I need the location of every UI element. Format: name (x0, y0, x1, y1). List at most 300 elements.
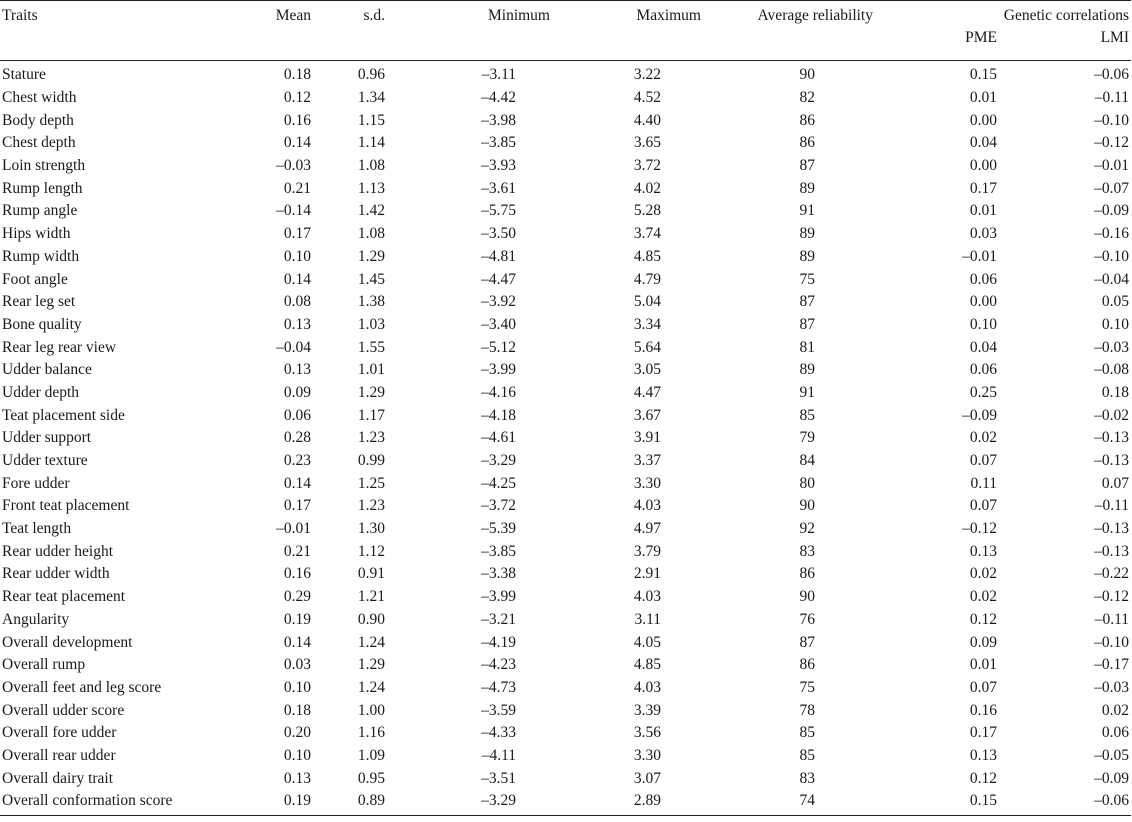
cell-maximum: 3.07 (633, 769, 661, 787)
cell-minimum: –3.72 (481, 497, 516, 515)
cell-mean: 0.16 (283, 565, 311, 583)
cell-reliability: 87 (799, 157, 815, 175)
table-row (0, 563, 1131, 586)
cell-trait: Rear udder width (2, 565, 110, 583)
cell-pme: 0.00 (969, 293, 997, 311)
cell-mean: 0.06 (283, 406, 311, 424)
cell-pme: 0.12 (969, 610, 997, 628)
cell-lmi: 0.18 (1101, 383, 1130, 401)
cell-sd: 1.24 (357, 678, 385, 696)
cell-maximum: 5.28 (633, 202, 661, 220)
cell-reliability: 89 (799, 361, 815, 379)
cell-trait: Chest width (2, 89, 77, 107)
cell-reliability: 85 (799, 746, 815, 764)
cell-lmi: –0.10 (1094, 633, 1130, 651)
cell-reliability: 83 (799, 769, 815, 787)
cell-lmi: –0.01 (1094, 157, 1130, 175)
cell-sd: 0.95 (357, 769, 385, 787)
cell-pme: –0.01 (962, 247, 997, 265)
cell-minimum: –4.23 (481, 656, 516, 674)
table-row (0, 382, 1131, 405)
cell-pme: –0.12 (962, 520, 997, 538)
cell-reliability: 86 (799, 565, 815, 583)
cell-minimum: –3.85 (481, 134, 516, 152)
cell-mean: 0.13 (283, 315, 311, 333)
cell-lmi: –0.07 (1094, 179, 1130, 197)
cell-sd: 1.16 (357, 724, 385, 742)
table-row (0, 291, 1131, 314)
cell-pme: 0.01 (969, 202, 997, 220)
cell-reliability: 84 (799, 452, 815, 470)
cell-pme: 0.01 (969, 656, 997, 674)
cell-maximum: 4.03 (633, 678, 661, 696)
cell-reliability: 86 (799, 111, 815, 129)
cell-reliability: 87 (799, 315, 815, 333)
cell-sd: 1.01 (357, 361, 385, 379)
cell-mean: 0.18 (283, 701, 311, 719)
cell-maximum: 4.52 (633, 89, 661, 107)
cell-sd: 1.08 (357, 225, 385, 243)
cell-pme: 0.17 (969, 724, 997, 742)
cell-trait: Teat placement side (2, 406, 125, 424)
cell-reliability: 91 (799, 202, 815, 220)
cell-lmi: –0.11 (1094, 610, 1130, 628)
cell-lmi: –0.08 (1094, 361, 1130, 379)
cell-maximum: 4.85 (633, 247, 661, 265)
cell-trait: Hips width (2, 225, 71, 243)
cell-maximum: 3.72 (633, 157, 661, 175)
cell-lmi: –0.13 (1094, 542, 1130, 560)
header-maximum: Maximum (558, 1, 703, 29)
cell-maximum: 3.34 (633, 315, 661, 333)
cell-mean: 0.12 (283, 89, 311, 107)
cell-mean: 0.20 (283, 724, 311, 742)
header-lmi: LMI (1011, 28, 1131, 61)
cell-trait: Fore udder (2, 474, 70, 492)
cell-minimum: –4.18 (481, 406, 516, 424)
cell-lmi: 0.06 (1101, 724, 1130, 742)
cell-trait: Overall fore udder (2, 724, 117, 742)
cell-trait: Overall development (2, 633, 133, 651)
cell-sd: 1.03 (357, 315, 385, 333)
cell-mean: 0.18 (283, 66, 311, 84)
table-row (0, 61, 1131, 87)
cell-trait: Foot angle (2, 270, 68, 288)
cell-reliability: 87 (799, 293, 815, 311)
cell-lmi: 0.05 (1101, 293, 1130, 311)
cell-sd: 0.89 (313, 790, 413, 815)
cell-sd: 0.90 (357, 610, 385, 628)
cell-pme: 0.25 (969, 383, 997, 401)
cell-sd: 0.99 (357, 452, 385, 470)
header-pme: PME (873, 28, 1011, 61)
cell-minimum: –5.12 (481, 338, 516, 356)
cell-reliability: 80 (799, 474, 815, 492)
cell-mean: 0.10 (283, 746, 311, 764)
cell-lmi: –0.22 (1094, 565, 1130, 583)
cell-sd: 0.91 (357, 565, 385, 583)
cell-lmi: –0.05 (1094, 746, 1130, 764)
cell-sd: 1.25 (357, 474, 385, 492)
cell-mean: 0.21 (283, 542, 311, 560)
header-traits: Traits (0, 1, 248, 29)
cell-sd: 1.42 (357, 202, 385, 220)
cell-minimum: –4.61 (481, 429, 516, 447)
cell-mean: 0.03 (283, 656, 311, 674)
cell-pme: 0.04 (969, 338, 997, 356)
cell-reliability: 86 (799, 656, 815, 674)
cell-mean: 0.23 (283, 452, 311, 470)
cell-reliability: 85 (799, 406, 815, 424)
cell-pme: 0.17 (969, 179, 997, 197)
cell-maximum: 4.47 (633, 383, 661, 401)
cell-maximum: 3.79 (633, 542, 661, 560)
table-row (0, 790, 1131, 815)
table-row (0, 200, 1131, 223)
cell-minimum: –3.85 (481, 542, 516, 560)
cell-sd: 1.30 (357, 520, 385, 538)
cell-mean: –0.14 (276, 202, 311, 220)
cell-trait: Udder balance (2, 361, 92, 379)
cell-pme: 0.00 (969, 157, 997, 175)
cell-maximum: 3.11 (634, 610, 661, 628)
table-row (0, 745, 1131, 768)
cell-pme: –0.09 (962, 406, 997, 424)
cell-minimum: –4.42 (481, 89, 516, 107)
cell-lmi: –0.10 (1094, 247, 1130, 265)
cell-mean: 0.21 (283, 179, 311, 197)
cell-sd: 1.17 (357, 406, 385, 424)
table-row (0, 767, 1131, 790)
cell-pme: 0.02 (969, 588, 997, 606)
cell-trait: Rump length (2, 179, 83, 197)
cell-mean: 0.13 (283, 769, 311, 787)
cell-minimum: –3.61 (481, 179, 516, 197)
cell-pme: 0.07 (969, 452, 997, 470)
cell-maximum: 4.03 (633, 497, 661, 515)
cell-pme: 0.00 (969, 111, 997, 129)
table-row (0, 427, 1131, 450)
table-row (0, 677, 1131, 700)
cell-reliability: 89 (799, 179, 815, 197)
cell-lmi: 0.02 (1101, 701, 1130, 719)
cell-minimum: –4.16 (481, 383, 516, 401)
cell-mean: 0.10 (283, 247, 311, 265)
header-mean: Mean (248, 1, 313, 29)
cell-sd: 1.23 (357, 429, 385, 447)
table-body (0, 61, 1131, 816)
table-header (0, 1, 1131, 61)
cell-reliability: 90 (799, 66, 815, 84)
cell-minimum: –3.92 (481, 293, 516, 311)
cell-mean: –0.01 (276, 520, 311, 538)
table-row (0, 177, 1131, 200)
cell-mean: 0.10 (283, 678, 311, 696)
cell-maximum: 3.67 (633, 406, 661, 424)
cell-mean: 0.28 (283, 429, 311, 447)
table-row (0, 87, 1131, 110)
cell-minimum: –3.40 (481, 315, 516, 333)
cell-reliability: 86 (799, 134, 815, 152)
cell-sd: 1.15 (357, 111, 385, 129)
cell-sd: 1.21 (357, 588, 385, 606)
cell-pme: 0.06 (969, 361, 997, 379)
cell-trait: Rear teat placement (2, 588, 126, 606)
cell-pme: 0.04 (969, 134, 997, 152)
cell-trait: Rump width (2, 247, 80, 265)
table-row (0, 699, 1131, 722)
cell-trait: Udder support (2, 429, 92, 447)
cell-trait: Rear leg set (2, 293, 76, 311)
cell-reliability: 89 (799, 247, 815, 265)
table-row (0, 586, 1131, 609)
cell-maximum: 4.02 (633, 179, 661, 197)
cell-reliability: 90 (799, 497, 815, 515)
header-genetic-correlations: Genetic correlations (873, 1, 1131, 29)
header-sd: s.d. (313, 1, 413, 29)
cell-sd: 1.29 (357, 383, 385, 401)
cell-lmi: –0.12 (1094, 588, 1130, 606)
cell-sd: 1.08 (357, 157, 385, 175)
cell-reliability: 81 (799, 338, 815, 356)
cell-minimum: –4.25 (481, 474, 516, 492)
cell-minimum: –4.73 (481, 678, 516, 696)
cell-mean: 0.14 (283, 134, 311, 152)
table-row (0, 450, 1131, 473)
cell-reliability: 87 (799, 633, 815, 651)
cell-pme: 0.12 (969, 769, 997, 787)
cell-lmi: –0.16 (1094, 225, 1130, 243)
cell-mean: 0.19 (283, 610, 311, 628)
cell-minimum: –3.51 (481, 769, 516, 787)
cell-sd: 1.34 (357, 89, 385, 107)
cell-minimum: –3.99 (481, 361, 516, 379)
cell-mean: 0.16 (283, 111, 311, 129)
cell-maximum: 2.89 (558, 790, 703, 815)
cell-lmi: –0.09 (1094, 769, 1130, 787)
cell-pme: 0.03 (969, 225, 997, 243)
cell-maximum: 4.79 (633, 270, 661, 288)
cell-mean: 0.14 (283, 270, 311, 288)
cell-maximum: 4.05 (633, 633, 661, 651)
cell-lmi: –0.11 (1094, 89, 1130, 107)
header-row-1 (0, 1, 1131, 29)
cell-sd: 1.12 (357, 542, 385, 560)
cell-minimum: –4.47 (481, 270, 516, 288)
cell-maximum: 3.05 (633, 361, 661, 379)
cell-sd: 1.09 (357, 746, 385, 764)
header-minimum: Minimum (413, 1, 558, 29)
cell-maximum: 4.97 (633, 520, 661, 538)
cell-trait: Bone quality (2, 315, 82, 333)
cell-maximum: 4.85 (633, 656, 661, 674)
cell-trait: Loin strength (2, 157, 86, 175)
table-row (0, 631, 1131, 654)
cell-maximum: 3.65 (633, 134, 661, 152)
cell-minimum: –3.29 (413, 790, 558, 815)
cell-maximum: 4.40 (633, 111, 661, 129)
cell-lmi: 0.07 (1101, 474, 1130, 492)
cell-mean: –0.04 (276, 338, 311, 356)
cell-pme: 0.02 (969, 429, 997, 447)
cell-mean: 0.17 (283, 225, 311, 243)
cell-pme: 0.09 (969, 633, 997, 651)
cell-reliability: 90 (799, 588, 815, 606)
cell-lmi: –0.10 (1094, 111, 1130, 129)
cell-sd: 1.13 (357, 179, 385, 197)
cell-trait: Overall udder score (2, 701, 125, 719)
table-row (0, 268, 1131, 291)
cell-reliability: 83 (799, 542, 815, 560)
cell-maximum: 3.39 (633, 701, 661, 719)
header-average-reliability: Average reliability (703, 1, 873, 29)
cell-sd: 1.29 (357, 247, 385, 265)
cell-minimum: –3.59 (481, 701, 516, 719)
cell-reliability: 75 (799, 678, 815, 696)
table-row (0, 654, 1131, 677)
cell-reliability: 85 (799, 724, 815, 742)
table-row (0, 359, 1131, 382)
cell-pme: 0.06 (969, 270, 997, 288)
table-row (0, 722, 1131, 745)
cell-mean: 0.14 (283, 633, 311, 651)
cell-mean: 0.29 (283, 588, 311, 606)
cell-mean: 0.08 (283, 293, 311, 311)
table-row (0, 472, 1131, 495)
table-row (0, 109, 1131, 132)
cell-minimum: –3.29 (481, 452, 516, 470)
table-row (0, 246, 1131, 269)
cell-mean: 0.19 (248, 790, 313, 815)
cell-mean: 0.09 (283, 383, 311, 401)
cell-sd: 1.14 (357, 134, 385, 152)
cell-mean: –0.03 (276, 157, 311, 175)
cell-maximum: 4.03 (633, 588, 661, 606)
cell-reliability: 79 (799, 429, 815, 447)
table-row (0, 223, 1131, 246)
cell-minimum: –3.38 (481, 565, 516, 583)
cell-sd: 0.96 (357, 66, 385, 84)
cell-trait: Udder texture (2, 452, 88, 470)
cell-lmi: –0.13 (1094, 429, 1130, 447)
cell-lmi: –0.09 (1094, 202, 1130, 220)
cell-minimum: –4.81 (481, 247, 516, 265)
cell-reliability: 92 (799, 520, 815, 538)
cell-trait: Front teat placement (2, 497, 130, 515)
header-row-2 (0, 28, 1131, 61)
cell-reliability: 82 (799, 89, 815, 107)
cell-trait: Overall dairy trait (2, 769, 114, 787)
cell-sd: 1.29 (357, 656, 385, 674)
cell-trait: Overall feet and leg score (2, 678, 162, 696)
cell-maximum: 5.04 (633, 293, 661, 311)
cell-trait: Overall conformation score (0, 790, 248, 815)
cell-reliability: 74 (703, 790, 873, 815)
cell-pme: 0.07 (969, 497, 997, 515)
table-row (0, 404, 1131, 427)
cell-lmi: –0.03 (1094, 338, 1130, 356)
table-row (0, 495, 1131, 518)
cell-trait: Overall rump (2, 656, 86, 674)
cell-maximum: 5.64 (633, 338, 661, 356)
cell-maximum: 3.30 (633, 474, 661, 492)
table-row (0, 314, 1131, 337)
cell-reliability: 78 (799, 701, 815, 719)
cell-maximum: 2.91 (633, 565, 661, 583)
cell-trait: Rear leg rear view (2, 338, 117, 356)
table-row (0, 155, 1131, 178)
cell-maximum: 3.22 (633, 66, 661, 84)
table-row (0, 518, 1131, 541)
cell-minimum: –3.21 (481, 610, 516, 628)
cell-lmi: –0.11 (1094, 497, 1130, 515)
cell-minimum: –4.33 (481, 724, 516, 742)
table-row (0, 132, 1131, 155)
cell-trait: Angularity (2, 610, 70, 628)
cell-pme: 0.01 (969, 89, 997, 107)
cell-minimum: –3.99 (481, 588, 516, 606)
cell-trait: Body depth (2, 111, 74, 129)
cell-maximum: 3.91 (633, 429, 661, 447)
cell-minimum: –3.93 (481, 157, 516, 175)
cell-minimum: –3.98 (481, 111, 516, 129)
cell-trait: Stature (2, 66, 46, 84)
cell-pme: 0.11 (970, 474, 997, 492)
table-row (0, 540, 1131, 563)
table-row (0, 336, 1131, 359)
cell-maximum: 3.74 (633, 225, 661, 243)
cell-pme: 0.15 (969, 66, 997, 84)
cell-pme: 0.13 (969, 746, 997, 764)
cell-minimum: –5.39 (481, 520, 516, 538)
cell-minimum: –3.11 (481, 66, 516, 84)
cell-lmi: –0.12 (1094, 134, 1130, 152)
cell-pme: 0.16 (969, 701, 997, 719)
cell-maximum: 3.30 (633, 746, 661, 764)
cell-minimum: –3.50 (481, 225, 516, 243)
cell-trait: Rear udder height (2, 542, 114, 560)
cell-trait: Teat length (2, 520, 72, 538)
cell-reliability: 89 (799, 225, 815, 243)
cell-lmi: –0.04 (1094, 270, 1130, 288)
cell-mean: 0.17 (283, 497, 311, 515)
cell-trait: Chest depth (2, 134, 76, 152)
cell-lmi: –0.02 (1094, 406, 1130, 424)
cell-reliability: 76 (799, 610, 815, 628)
cell-lmi: –0.06 (1094, 66, 1130, 84)
cell-trait: Rump angle (2, 202, 78, 220)
cell-minimum: –4.19 (481, 633, 516, 651)
cell-lmi: –0.13 (1094, 520, 1130, 538)
cell-lmi: 0.10 (1101, 315, 1130, 333)
cell-reliability: 75 (799, 270, 815, 288)
table-row (0, 609, 1131, 632)
cell-sd: 1.23 (357, 497, 385, 515)
cell-sd: 1.38 (357, 293, 385, 311)
cell-reliability: 91 (799, 383, 815, 401)
cell-mean: 0.13 (283, 361, 311, 379)
cell-lmi: –0.13 (1094, 452, 1130, 470)
cell-mean: 0.14 (283, 474, 311, 492)
cell-pme: 0.10 (969, 315, 997, 333)
cell-lmi: –0.06 (1011, 790, 1131, 815)
cell-maximum: 3.56 (633, 724, 661, 742)
cell-pme: 0.07 (969, 678, 997, 696)
cell-sd: 1.24 (357, 633, 385, 651)
cell-pme: 0.02 (969, 565, 997, 583)
cell-maximum: 3.37 (633, 452, 661, 470)
cell-sd: 1.00 (357, 701, 385, 719)
